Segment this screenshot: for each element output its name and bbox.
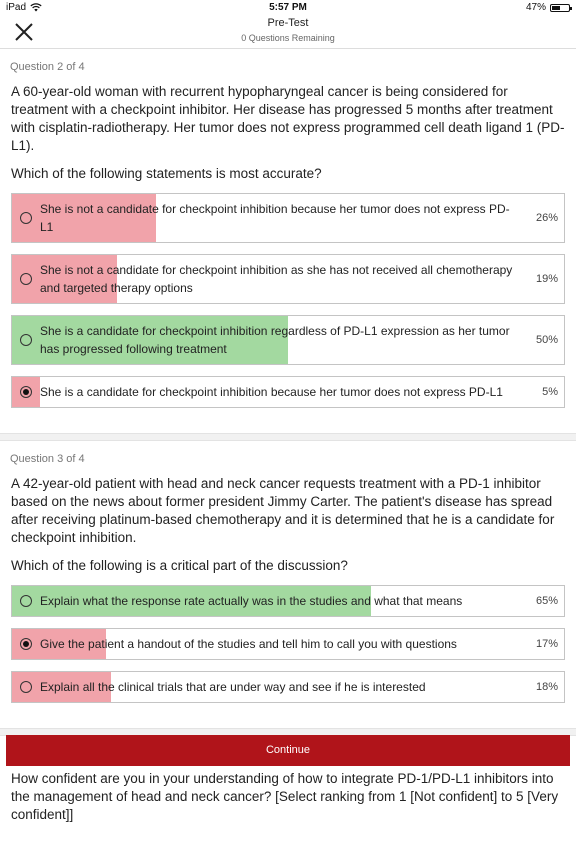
status-bar bbox=[0, 0, 576, 16]
question-block bbox=[0, 49, 576, 433]
answer-option[interactable] bbox=[11, 376, 565, 408]
radio-button[interactable] bbox=[12, 681, 40, 693]
answer-text: She is a candidate for checkpoint inhibition because her tumor does not express PD-L1 bbox=[40, 385, 503, 399]
radio-checked-icon bbox=[20, 386, 32, 398]
radio-unchecked-icon bbox=[20, 212, 32, 224]
page-title: Pre-Test bbox=[267, 17, 309, 29]
battery-percent: 47% bbox=[525, 2, 546, 13]
radio-button[interactable] bbox=[12, 386, 40, 398]
question-text: A 60-year-old woman with recurrent hypopharyngeal cancer is being considered for treatment with a checkpoint inhibitor. Her disease has progressed 5 months after treatment with cisplatin-radiotherapy. Her tumor does not express programmed cell death ligand 1 (PD-L1). bbox=[11, 84, 565, 153]
radio-unchecked-icon bbox=[20, 273, 32, 285]
question-number: Question 2 of 4 bbox=[10, 61, 85, 73]
response-percentage: 26% bbox=[535, 212, 558, 224]
question-number: Question 3 of 4 bbox=[10, 453, 85, 465]
section-divider bbox=[0, 433, 576, 441]
radio-button[interactable] bbox=[12, 595, 40, 607]
question-prompt: Which of the following is a critical part of the discussion? bbox=[11, 558, 348, 573]
radio-button[interactable] bbox=[12, 334, 40, 346]
answer-text: Explain what the response rate actually was in the studies and what that means bbox=[40, 594, 463, 608]
radio-checked-icon bbox=[20, 638, 32, 650]
answer-option[interactable] bbox=[11, 315, 565, 365]
answer-option[interactable] bbox=[11, 671, 565, 703]
answer-option[interactable] bbox=[11, 628, 565, 660]
answer-text: She is not a candidate for checkpoint inhibition as she has not received all chemotherapy and targeted therapy options bbox=[40, 263, 513, 295]
response-percentage: 19% bbox=[535, 273, 558, 285]
answer-option[interactable] bbox=[11, 585, 565, 617]
radio-button[interactable] bbox=[12, 638, 40, 650]
status-right bbox=[526, 2, 570, 13]
device-name: iPad bbox=[6, 2, 27, 13]
response-percentage: 65% bbox=[535, 595, 558, 607]
answer-text: She is not a candidate for checkpoint inhibition because her tumor does not express PD-L1 bbox=[40, 202, 510, 234]
response-percentage: 50% bbox=[535, 334, 558, 346]
radio-button[interactable] bbox=[12, 273, 40, 285]
answer-text: She is a candidate for checkpoint inhibition regardless of PD-L1 expression as her tumor has progressed following treatment bbox=[40, 324, 510, 356]
battery-icon bbox=[550, 4, 570, 12]
response-percentage: 18% bbox=[535, 681, 558, 693]
continue-button[interactable]: Continue bbox=[6, 735, 570, 766]
questions-remaining: 0 Questions Remaining bbox=[241, 33, 335, 43]
question-block bbox=[0, 441, 576, 728]
question-text: A 42-year-old patient with head and neck cancer requests treatment with a PD-1 inhibitor based on the news about former president Jimmy Carter. The patient's disease has spread after receiving platinum-based chemotherapy and it is determined that he is a candidate for checkpoint inhibition. bbox=[11, 476, 555, 545]
radio-unchecked-icon bbox=[20, 334, 32, 346]
answer-text: Explain all the clinical trials that are under way and see if he is interested bbox=[40, 680, 426, 694]
response-percentage: 5% bbox=[542, 386, 558, 398]
answer-text: Give the patient a handout of the studies and tell him to call you with questions bbox=[40, 637, 457, 651]
clock: 5:57 PM bbox=[269, 2, 307, 13]
radio-unchecked-icon bbox=[20, 681, 32, 693]
radio-button[interactable] bbox=[12, 212, 40, 224]
radio-unchecked-icon bbox=[20, 595, 32, 607]
question-prompt: Which of the following statements is most accurate? bbox=[11, 166, 322, 181]
response-percentage: 17% bbox=[535, 638, 558, 650]
answer-option[interactable] bbox=[11, 254, 565, 304]
nav-bar bbox=[0, 16, 576, 49]
answer-option[interactable] bbox=[11, 193, 565, 243]
question-text: How confident are you in your understanding of how to integrate PD-1/PD-L1 inhibitors into the management of head and neck cancer? [Select ranking from 1 [Not confident] to 5 [Very confident]] bbox=[11, 771, 559, 822]
